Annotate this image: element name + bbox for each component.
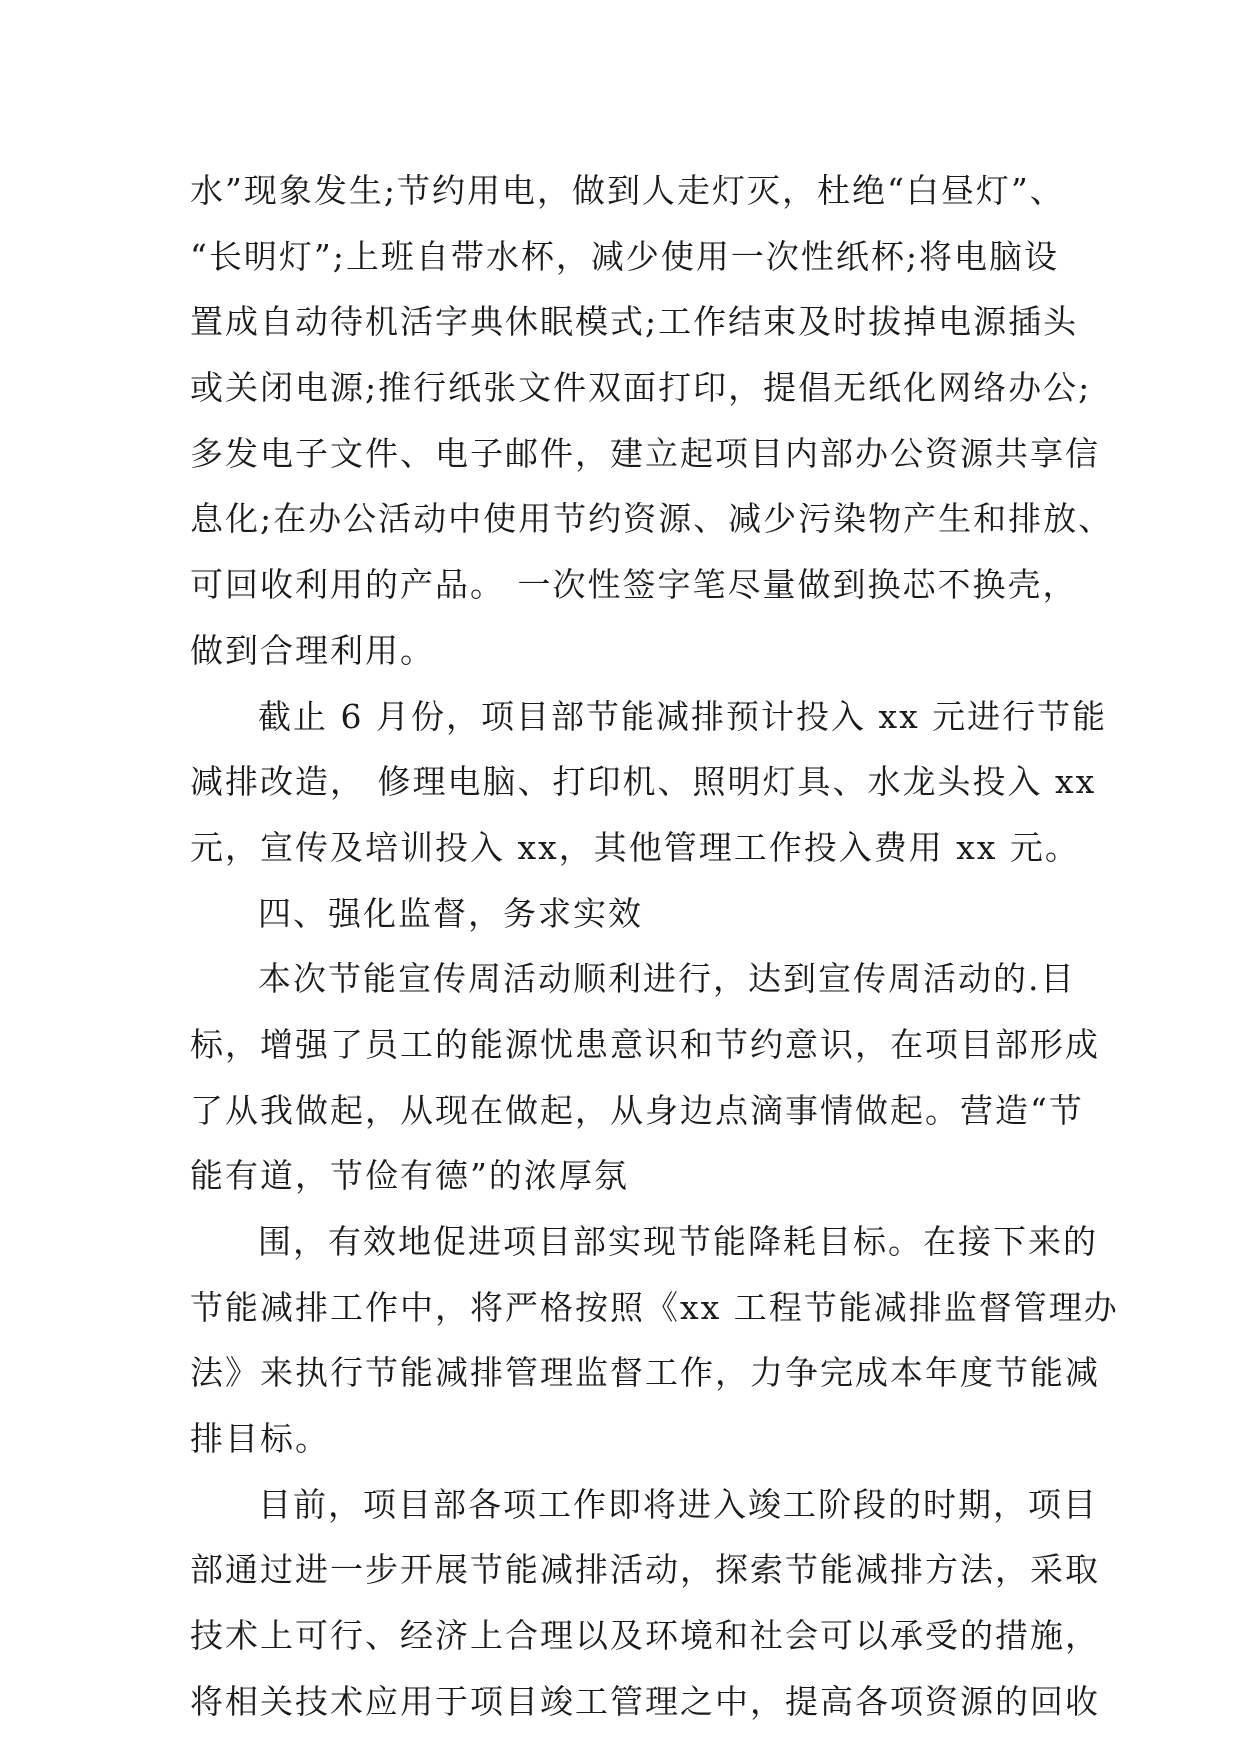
text-line: 水”现象发生;节约用电，做到人走灯灭，杜绝“白昼灯”、	[190, 171, 1065, 210]
text-line: 或关闭电源;推行纸张文件双面打印，提倡无纸化网络办公;	[190, 368, 1092, 408]
text-line: 部通过进一步开展节能减排活动，探索节能减排方法，采取	[190, 1550, 1100, 1590]
text-line: 法》来执行节能减排管理监督工作，力争完成本年度节能减	[190, 1353, 1100, 1393]
text-line: 做到合理利用。	[190, 630, 435, 670]
text-line: 节能减排工作中，将严格按照《xx 工程节能减排监督管理办	[190, 1287, 1119, 1327]
text-line: 息化;在办公活动中使用节约资源、减少污染物产生和排放、	[190, 499, 1114, 539]
text-line: 标，增强了员工的能源忧患意识和节约意识，在项目部形成	[190, 1024, 1100, 1064]
text-line: 多发电子文件、电子邮件，建立起项目内部办公资源共享信	[190, 433, 1100, 473]
text-line: 本次节能宣传周活动顺利进行，达到宣传周活动的.目	[258, 959, 1076, 999]
text-line: 排目标。	[190, 1419, 330, 1459]
text-line: 四、强化监督，务求实效	[258, 893, 643, 933]
text-line: 减排改造， 修理电脑、打印机、照明灯具、水龙头投入 xx	[190, 762, 1097, 802]
text-line: “长明灯”;上班自带水杯，减少使用一次性纸杯;将电脑设	[190, 236, 1059, 276]
text-line: 围，有效地促进项目部实现节能降耗目标。在接下来的	[258, 1222, 1098, 1261]
text-line: 置成自动待机活字典休眠模式;工作结束及时拔掉电源插头	[190, 302, 1079, 342]
text-line: 技术上可行、经济上合理以及环境和社会可以承受的措施，	[190, 1616, 1100, 1656]
text-line: 将相关技术应用于项目竣工管理之中，提高各项资源的回收	[190, 1681, 1100, 1721]
text-line: 元，宣传及培训投入 xx，其他管理工作投入费用 xx 元。	[190, 827, 1080, 867]
text-line: 了从我做起，从现在做起，从身边点滴事情做起。营造“节	[190, 1090, 1084, 1130]
document-body	[190, 158, 1119, 1735]
text-line: 目前，项目部各项工作即将进入竣工阶段的时期，项目	[258, 1484, 1098, 1524]
text-line: 能有道，节俭有德”的浓厚氛	[190, 1156, 629, 1196]
text-line: 截止 6 月份，项目部节能减排预计投入 xx 元进行节能	[258, 696, 1108, 736]
text-line: 可回收利用的产品。 一次性签字笔尽量做到换芯不换壳，	[190, 565, 1078, 605]
